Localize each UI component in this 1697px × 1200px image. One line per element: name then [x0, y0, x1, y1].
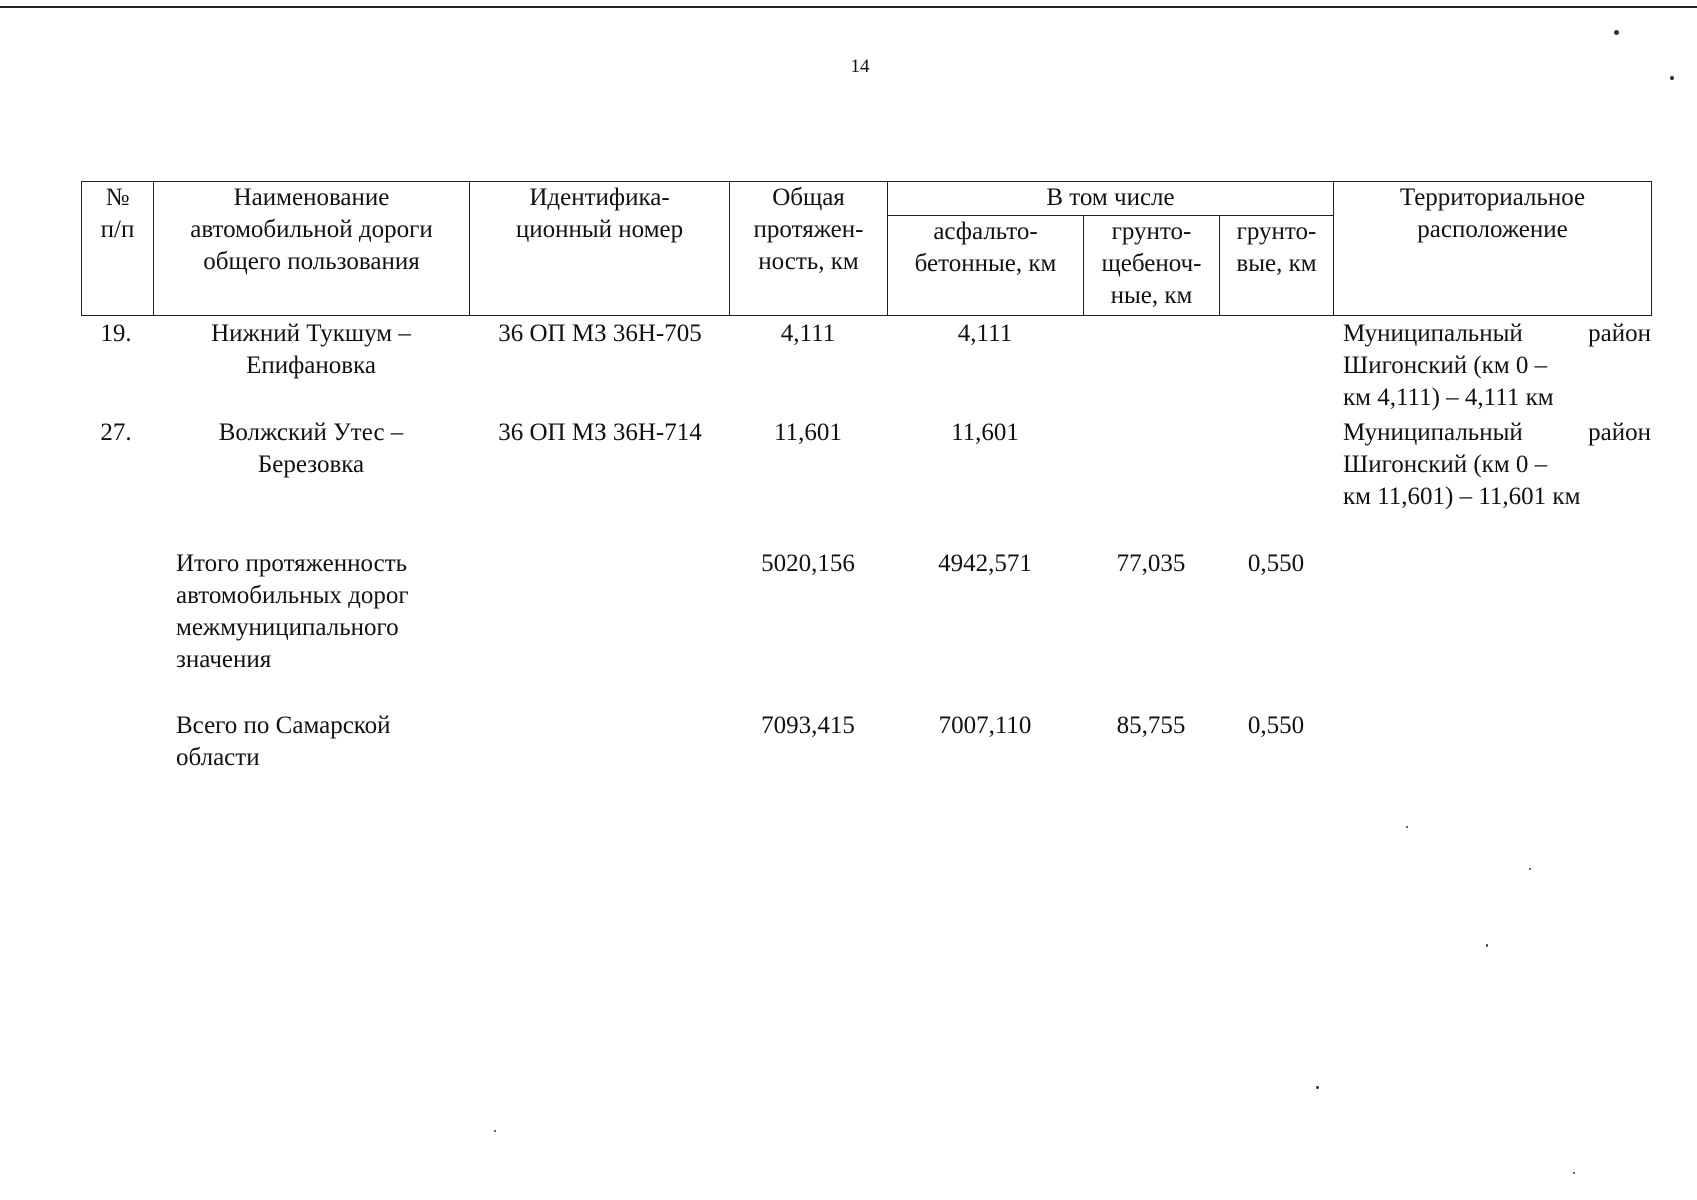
scan-speck — [1670, 76, 1674, 80]
header-asphalt: асфальто- бетонные, км — [888, 216, 1084, 316]
table-header — [81, 181, 1652, 316]
page-number: 14 — [850, 56, 870, 77]
asphalt-length: 11,601 — [951, 419, 1019, 446]
header-gravel: грунто- щебеноч- ные, км — [1084, 216, 1220, 316]
scan-speck — [1614, 30, 1619, 35]
header-total-length: Общая протяжен- ность, км — [730, 182, 888, 316]
scan-speck — [1573, 1172, 1575, 1174]
row-number: 19. — [100, 320, 132, 347]
totals-row-region — [81, 710, 1651, 776]
road-name: Нижний Тукшум – Епифановка — [211, 320, 411, 379]
totals-label: Итого протяженность автомобильных дорог межмуниципального значения — [176, 550, 409, 673]
scan-speck — [1529, 868, 1531, 870]
header-territory: Территориальное расположение — [1334, 182, 1652, 316]
road-name: Волжский Утес – Березовка — [218, 419, 404, 478]
total-length: 11,601 — [774, 419, 842, 446]
asphalt-length: 4,111 — [957, 320, 1013, 347]
grand-total-ground: 0,550 — [1247, 712, 1305, 739]
road-id: 36 ОП МЗ 36Н-705 — [498, 320, 702, 347]
grand-total-length: 7093,415 — [761, 712, 855, 739]
header-including: В том числе — [888, 182, 1334, 216]
grand-total-label: Всего по Самарской области — [176, 712, 391, 771]
totals-total-length: 5020,156 — [761, 550, 855, 577]
territory: Муниципальный район Шигонский (км 0 – км 11,601) – 11,601 км — [1343, 419, 1651, 510]
scan-speck — [1316, 1086, 1319, 1089]
scan-speck — [494, 1130, 496, 1132]
header-road-name: Наименование автомобильной дороги общего пользования — [154, 182, 470, 316]
table-row — [81, 318, 1651, 414]
scan-speck — [1486, 944, 1488, 947]
road-id: 36 ОП МЗ 36Н-714 — [498, 419, 702, 446]
totals-ground: 0,550 — [1247, 550, 1305, 577]
top-border-line — [0, 6, 1697, 8]
territory: Муниципальный район Шигонский (км 0 – км 4,111) – 4,111 км — [1343, 320, 1651, 411]
scan-speck — [1406, 826, 1408, 828]
row-number: 27. — [100, 419, 132, 446]
header-id-number: Идентифика- ционный номер — [470, 182, 730, 316]
table-row — [81, 417, 1651, 513]
header-num: № п/п — [82, 182, 154, 316]
total-length: 4,111 — [780, 320, 836, 347]
totals-row-intermunicipal — [81, 548, 1651, 678]
grand-total-asphalt: 7007,110 — [938, 712, 1032, 739]
totals-gravel: 77,035 — [1116, 550, 1186, 577]
totals-asphalt: 4942,571 — [938, 550, 1032, 577]
grand-total-gravel: 85,755 — [1116, 712, 1186, 739]
header-ground: грунто- вые, км — [1220, 216, 1334, 316]
